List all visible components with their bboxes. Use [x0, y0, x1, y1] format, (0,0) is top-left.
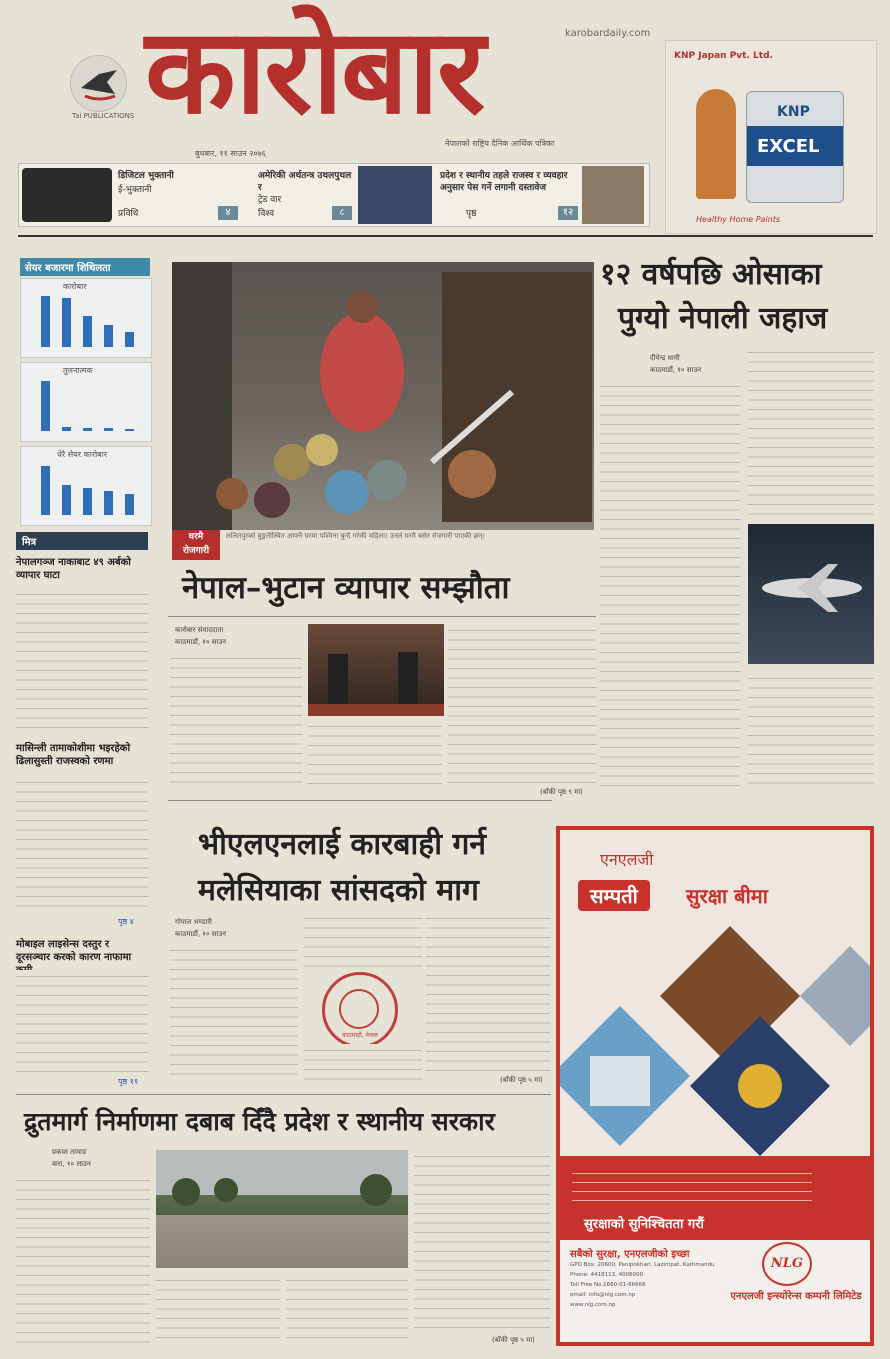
trees-icon	[156, 1150, 408, 1268]
chart-1-bar	[41, 296, 50, 347]
ministers-scene	[308, 624, 444, 716]
nepal-bhutan-byline: कारोबार संवाददाता	[175, 626, 224, 634]
airplane-icon	[748, 524, 874, 664]
mitra-news-3-body	[16, 970, 148, 1080]
info-line: नेपालको राष्ट्रिय दैनिक आर्थिक पत्रिका	[445, 139, 555, 148]
fasttrack-byline: प्रकाश तामाङ	[52, 1148, 87, 1156]
photo-tag	[172, 530, 220, 560]
photo-caption: ललितपुरको बुङ्मतीस्थित आफ्नै घरमा पश्मिना बुन्दै गरेकी महिला। उनले घरमै बसेर रोजगारी पाएकी छन्।	[226, 532, 485, 540]
handshake-photo	[308, 624, 444, 716]
chart-2-bar	[125, 429, 134, 431]
publisher-logo	[70, 55, 127, 112]
chart-2-plot	[35, 377, 145, 431]
paint-bucket	[746, 91, 844, 203]
nlg-ad-tollfree: Toll Free No.1660-01-66666	[570, 1282, 646, 1288]
fasttrack-col-1	[16, 1174, 150, 1348]
knp-paint-ad[interactable]	[665, 40, 877, 234]
chart-3-bar	[104, 491, 113, 515]
fasttrack-jump: (बाँकी पृष्ठ ५ मा)	[492, 1336, 535, 1344]
mitra-section-label: मित्र	[16, 532, 148, 550]
nlg-ad-body-text	[572, 1168, 812, 1208]
mitra-news-3-headline[interactable]: मोबाइल लाइसेन्स दस्तुर र दूरसञ्चार करको कारण नाफामा	[16, 939, 132, 963]
japan-story-col-1	[600, 380, 740, 790]
official-photo	[582, 166, 644, 224]
bhielel-headline-1[interactable]: भीएलएनलाई कारबाही गर्न	[198, 827, 486, 862]
nlg-ad-web: www.nlg.com.np	[570, 1302, 616, 1308]
nepal-bhutan-headline[interactable]: नेपाल–भुटान व्यापार सम्झौता	[182, 570, 510, 606]
japan-story-dateline: काठमाडौं, १० साउन	[650, 366, 702, 374]
bhielel-col-1	[170, 944, 298, 1080]
chart-1-bar	[104, 325, 113, 347]
nlg-ad-tag1: एनएलजी	[600, 850, 654, 869]
bhielel-dateline: काठमाडौं, १० साउन	[175, 930, 227, 938]
main-photo-weaving	[172, 262, 594, 530]
masthead-title: कारोबार	[145, 2, 484, 140]
chart-3-plot	[35, 461, 145, 515]
date-line: बुधबार, ११ साउन २०७६	[195, 149, 266, 158]
chart-1-title: कारोबार	[63, 282, 87, 291]
japan-story-headline-2[interactable]: पुग्यो नेपाली जहाज	[618, 301, 828, 336]
teaser-2-section: विश्व	[258, 209, 275, 219]
bhielel-col-3	[426, 912, 550, 1072]
airplane-photo	[748, 524, 874, 664]
paint-product-logo: KNP	[777, 104, 810, 120]
nlg-ad-tag3: सुरक्षा बीमा	[686, 884, 768, 908]
chart-3-bar	[125, 494, 134, 515]
share-market-label: सेयर बजारमा शिथिलता	[20, 258, 150, 276]
chart-3-title: धेरै सेयर कारोबार	[57, 450, 108, 459]
nlg-ad-header	[560, 830, 870, 926]
teaser-3-section: पृष्ठ	[466, 209, 477, 219]
teaser-2-subtitle: ट्रेड वार	[258, 195, 282, 205]
japan-story-col-3	[748, 672, 874, 790]
chart-2-bar	[104, 428, 113, 431]
publisher-name: Tai PUBLICATIONS	[72, 112, 135, 120]
mitra-news-2-body	[16, 776, 148, 914]
chart-1-bar	[62, 298, 71, 347]
teaser-1-title[interactable]: डिजिटल भुक्तानी	[118, 171, 174, 181]
chart-3-bar	[41, 466, 50, 515]
teaser-3-page[interactable]: १२	[558, 206, 578, 220]
photo-tag-line2: रोजगारी	[182, 546, 210, 556]
fasttrack-headline[interactable]: द्रुतमार्ग निर्माणमा दबाब दिँदै प्रदेश र स्थानीय सरकार	[24, 1107, 495, 1136]
chart-1	[20, 278, 152, 358]
nlg-logo	[762, 1242, 812, 1286]
chart-1-bar	[83, 316, 92, 347]
weaving-scene	[172, 262, 594, 530]
knp-brand: KNP Japan Pvt. Ltd.	[674, 51, 773, 61]
nepal-bhutan-jump: (बाँकी पृष्ठ ९ मा)	[540, 788, 583, 796]
road-construction-photo	[156, 1150, 408, 1268]
nepal-bhutan-dateline: काठमाडौं, १० साउन	[175, 638, 227, 646]
paint-product-name: EXCEL	[757, 136, 820, 157]
bhielel-jump: (बाँकी पृष्ठ ५ मा)	[500, 1076, 543, 1084]
teaser-1-page[interactable]: ४	[218, 206, 238, 220]
japan-story-headline-1[interactable]: १२ वर्षपछि ओसाका	[600, 257, 822, 292]
japan-story-col-2	[748, 346, 874, 516]
chart-2-bar	[83, 428, 92, 431]
chart-3	[20, 446, 152, 526]
mitra-news-1-headline[interactable]: नेपालगञ्ज नाकाबाट ४९ अर्बको व्यापार घाटा	[16, 557, 131, 581]
woman-figure	[696, 89, 736, 199]
nepal-bhutan-col-1	[170, 652, 302, 790]
fasttrack-col-2	[156, 1274, 280, 1346]
chart-2-bar	[41, 381, 50, 431]
bhielel-headline-2[interactable]: मलेसियाका सांसदको माग	[198, 873, 479, 908]
nlg-logo-text: NLG	[770, 1256, 804, 1271]
mitra-news-2-jump: पृष्ठ ४	[118, 917, 134, 926]
mitra-news-2-headline[interactable]: मासिन्ली तामाकोशीमा भइरहेको ढिलासुस्ती राजस्वको रणमा	[16, 743, 131, 767]
chart-2-bar	[62, 427, 71, 431]
ad-tagline: Healthy Home Paints	[696, 215, 781, 224]
property-diamonds-graphic	[560, 926, 870, 1156]
website: karobardaily.com	[565, 28, 651, 39]
fasttrack-col-4	[414, 1150, 550, 1336]
teaser-1-section: प्रविधि	[118, 209, 139, 219]
stamp-text: काठमाडौं, नेपाल	[342, 1032, 378, 1039]
mitra-news-1-body	[16, 588, 148, 736]
nlg-ad-address: GPO Box: 20600, Panipokhari, Lazimpat, Kathmandu	[570, 1262, 715, 1268]
nepal-bhutan-col-3	[448, 624, 596, 784]
bhielel-col-2a	[304, 912, 422, 972]
chart-2-title: तुलनात्मक	[63, 366, 93, 375]
teaser-3-title[interactable]: प्रदेश र स्थानीय तहले राजस्व र व्यवहार अनुसार पेस गर्ने लगानी दस्तावेज	[440, 171, 568, 193]
bhielel-col-2b	[304, 1044, 422, 1080]
chart-3-bar	[83, 488, 92, 515]
card-machine-photo	[22, 168, 112, 222]
nlg-company-name: एनएलजी इन्स्योरेन्स कम्पनी लिमिटेड	[730, 1291, 862, 1302]
teaser-2-page[interactable]: ८	[332, 206, 352, 220]
chart-2	[20, 362, 152, 442]
nlg-ad-phone: Phone: 4418113, 4006000	[570, 1272, 644, 1278]
nlg-ad-tag2: सम्पती	[578, 880, 650, 911]
fasttrack-col-3	[286, 1274, 408, 1346]
fasttrack-dateline: बारा, १० साउन	[52, 1160, 91, 1168]
bhielel-byline: गोपाल भण्डारी	[175, 918, 212, 926]
chart-1-bar	[125, 332, 134, 347]
nepal-bhutan-col-2	[308, 720, 442, 790]
nlg-ad-motto: सबैको सुरक्षा, एनएलजीको इच्छा	[570, 1249, 690, 1260]
japan-story-byline: दीपेन्द्र धामी	[650, 354, 680, 362]
nlg-ad-graphic	[560, 926, 870, 1156]
mitra-news-3-jump: पृष्ठ ११	[118, 1077, 139, 1086]
circular-stamp	[322, 972, 398, 1048]
chart-3-bar	[62, 485, 71, 515]
chart-1-plot	[35, 293, 145, 347]
teaser-2-title[interactable]: अमेरिकी अर्थतन्त्र उथलपुथल र	[258, 171, 352, 193]
teaser-1-subtitle: ई-भुक्तानी	[118, 185, 152, 195]
bird-icon	[71, 56, 126, 111]
nlg-ad-slogan: सुरक्षाको सुनिश्चितता गरौं	[584, 1217, 704, 1232]
politician-photo	[358, 166, 432, 224]
nlg-ad-email: email: info@nlg.com.np	[570, 1292, 636, 1298]
photo-tag-line1: घरमै	[188, 532, 204, 542]
